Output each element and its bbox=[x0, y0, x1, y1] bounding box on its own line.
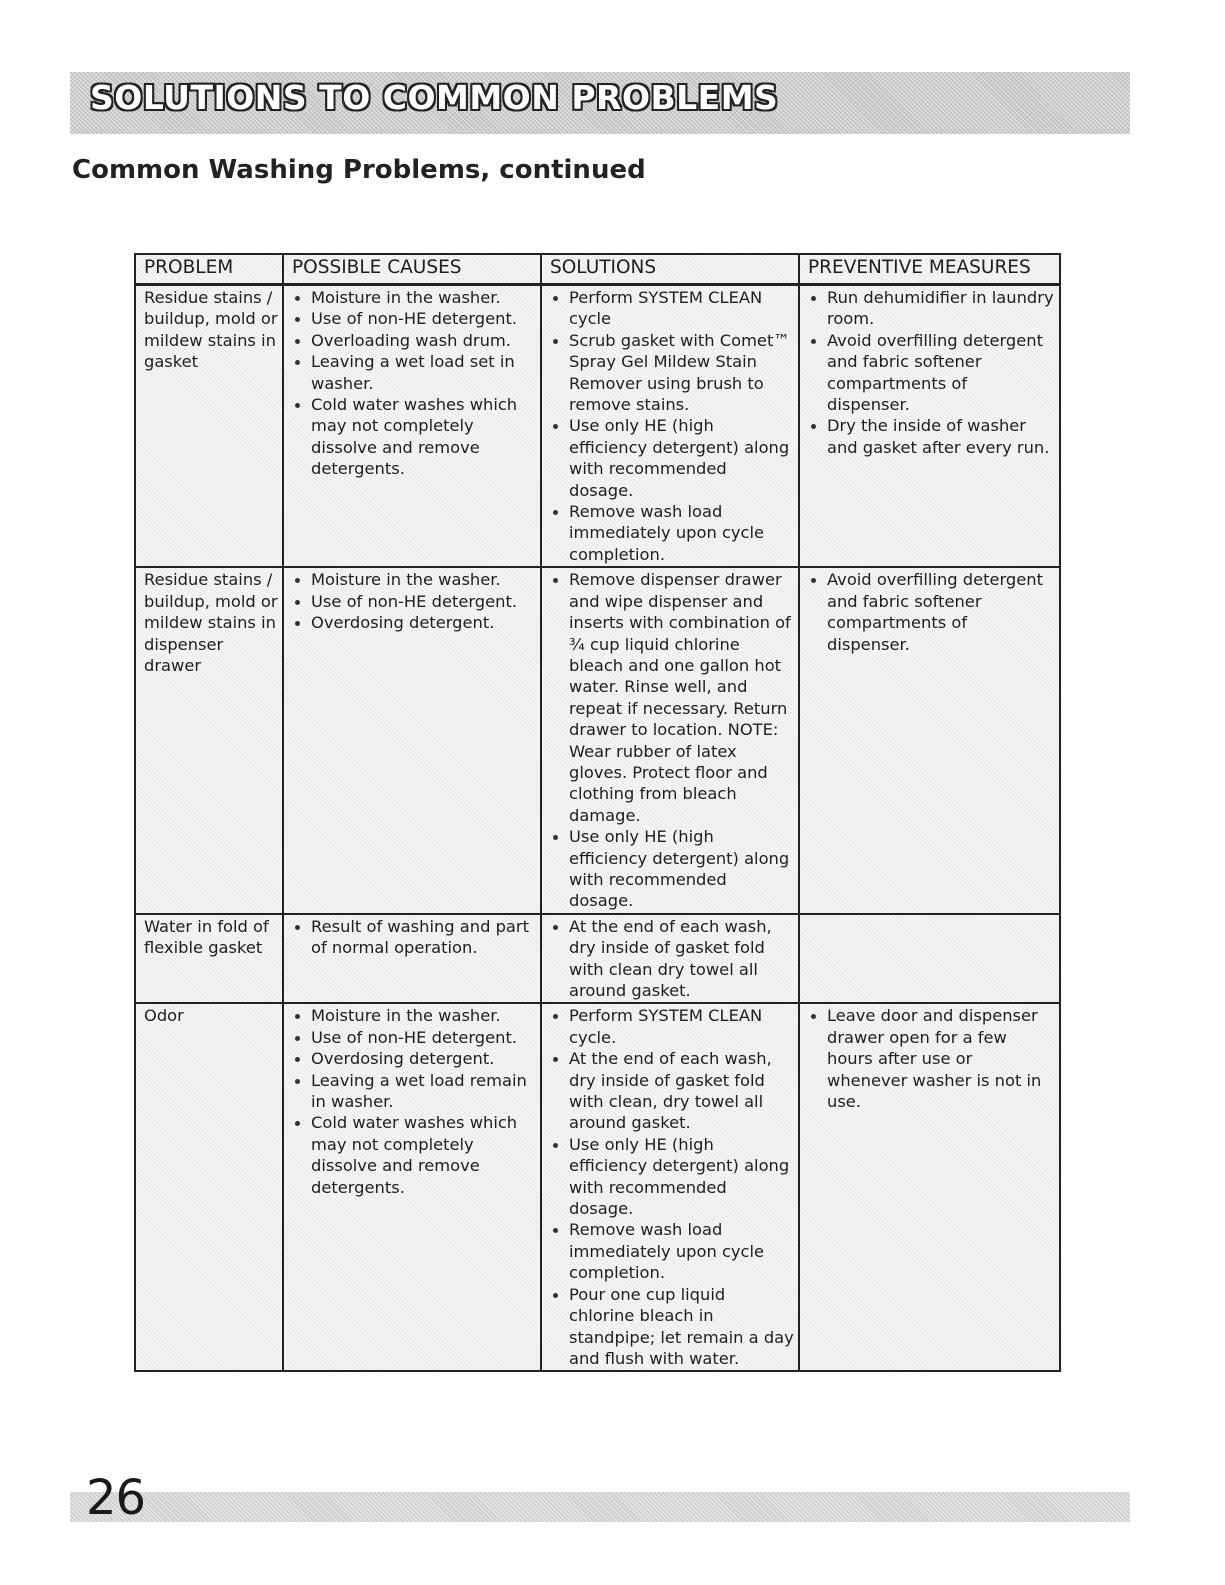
preventive-cell-list bbox=[808, 1005, 1055, 1112]
cause-item: Moisture in the washer. bbox=[292, 569, 536, 590]
header-problem: PROBLEM bbox=[135, 254, 283, 285]
solutions-cell bbox=[541, 1003, 799, 1371]
problem-cell: Water in fold of flexible gasket bbox=[135, 914, 283, 1004]
causes-cell bbox=[283, 285, 541, 568]
cause-item: Overdosing detergent. bbox=[292, 612, 536, 633]
cause-item: Leaving a wet load remain in washer. bbox=[292, 1070, 536, 1113]
solutions-cell-list bbox=[550, 1005, 794, 1369]
solution-item: Remove wash load immediately upon cycle completion. bbox=[550, 1219, 794, 1283]
solutions-cell bbox=[541, 567, 799, 914]
preventive-cell bbox=[799, 1003, 1060, 1371]
solution-item: Perform SYSTEM CLEAN cycle. bbox=[550, 1005, 794, 1048]
problems-table bbox=[134, 253, 1061, 1372]
table-row bbox=[135, 914, 1060, 1004]
page-number: 26 bbox=[86, 1470, 146, 1526]
solutions-cell bbox=[541, 285, 799, 568]
preventive-item: Avoid overfilling detergent and fabric softener compartments of dispenser. bbox=[808, 569, 1055, 655]
header-preventive-measures: PREVENTIVE MEASURES bbox=[799, 254, 1060, 285]
section-banner bbox=[70, 72, 1130, 134]
causes-cell-list bbox=[292, 287, 536, 480]
causes-cell-list bbox=[292, 569, 536, 633]
solution-item: Remove dispenser drawer and wipe dispenser and inserts with combination of ¾ cup liquid chlorine bleach and one gallon hot water. Rinse well, and repeat if necessary. Return drawer to location. NOTE: Wear rubber of latex gloves. Protect floor and clothing from bleach damage. bbox=[550, 569, 794, 826]
cause-item: Leaving a wet load set in washer. bbox=[292, 351, 536, 394]
causes-cell bbox=[283, 567, 541, 914]
cause-item: Moisture in the washer. bbox=[292, 287, 536, 308]
preventive-cell bbox=[799, 285, 1060, 568]
table-header-row bbox=[135, 254, 1060, 285]
solution-item: Use only HE (high efficiency detergent) along with recommended dosage. bbox=[550, 415, 794, 501]
cause-item: Cold water washes which may not completely dissolve and remove detergents. bbox=[292, 394, 536, 480]
preventive-item: Dry the inside of washer and gasket after every run. bbox=[808, 415, 1055, 458]
preventive-cell-list bbox=[808, 287, 1055, 458]
footer-bar bbox=[70, 1492, 1130, 1522]
solution-item: Use only HE (high efficiency detergent) along with recommended dosage. bbox=[550, 1134, 794, 1220]
solutions-cell bbox=[541, 914, 799, 1004]
causes-cell bbox=[283, 914, 541, 1004]
cause-item: Result of washing and part of normal operation. bbox=[292, 916, 536, 959]
solution-item: At the end of each wash, dry inside of gasket fold with clean, dry towel all around gasket. bbox=[550, 1048, 794, 1134]
cause-item: Overloading wash drum. bbox=[292, 330, 536, 351]
solution-item: Use only HE (high efficiency detergent) along with recommended dosage. bbox=[550, 826, 794, 912]
header-possible-causes: POSSIBLE CAUSES bbox=[283, 254, 541, 285]
causes-cell bbox=[283, 1003, 541, 1371]
solution-item: At the end of each wash, dry inside of gasket fold with clean dry towel all around gasket. bbox=[550, 916, 794, 1002]
page-title: Common Washing Problems, continued bbox=[72, 155, 646, 185]
cause-item: Moisture in the washer. bbox=[292, 1005, 536, 1026]
table-row bbox=[135, 1003, 1060, 1371]
problem-cell: Residue stains / buildup, mold or mildew stains in gasket bbox=[135, 285, 283, 568]
cause-item: Use of non-HE detergent. bbox=[292, 308, 536, 329]
cause-item: Cold water washes which may not completely dissolve and remove detergents. bbox=[292, 1112, 536, 1198]
preventive-item: Run dehumidifier in laundry room. bbox=[808, 287, 1055, 330]
preventive-cell bbox=[799, 567, 1060, 914]
solution-item: Scrub gasket with Comet™ Spray Gel Mildew Stain Remover using brush to remove stains. bbox=[550, 330, 794, 416]
table-body bbox=[135, 285, 1060, 1372]
problem-cell: Odor bbox=[135, 1003, 283, 1371]
solutions-cell-list bbox=[550, 569, 794, 912]
causes-cell-list bbox=[292, 1005, 536, 1198]
preventive-cell-list bbox=[808, 569, 1055, 655]
cause-item: Use of non-HE detergent. bbox=[292, 1027, 536, 1048]
table-row bbox=[135, 285, 1060, 568]
table-row bbox=[135, 567, 1060, 914]
preventive-item: Leave door and dispenser drawer open for a few hours after use or whenever washer is not in use. bbox=[808, 1005, 1055, 1112]
preventive-cell bbox=[799, 914, 1060, 1004]
solution-item: Perform SYSTEM CLEAN cycle bbox=[550, 287, 794, 330]
cause-item: Overdosing detergent. bbox=[292, 1048, 536, 1069]
solution-item: Remove wash load immediately upon cycle completion. bbox=[550, 501, 794, 565]
solutions-cell-list bbox=[550, 287, 794, 565]
cause-item: Use of non-HE detergent. bbox=[292, 591, 536, 612]
banner-title: SOLUTIONS TO COMMON PROBLEMS bbox=[90, 78, 779, 117]
causes-cell-list bbox=[292, 916, 536, 959]
solutions-cell-list bbox=[550, 916, 794, 1002]
problem-cell: Residue stains / buildup, mold or mildew stains in dispenser drawer bbox=[135, 567, 283, 914]
preventive-item: Avoid overfilling detergent and fabric softener compartments of dispenser. bbox=[808, 330, 1055, 416]
solution-item: Pour one cup liquid chlorine bleach in standpipe; let remain a day and flush with water. bbox=[550, 1284, 794, 1370]
header-solutions: SOLUTIONS bbox=[541, 254, 799, 285]
